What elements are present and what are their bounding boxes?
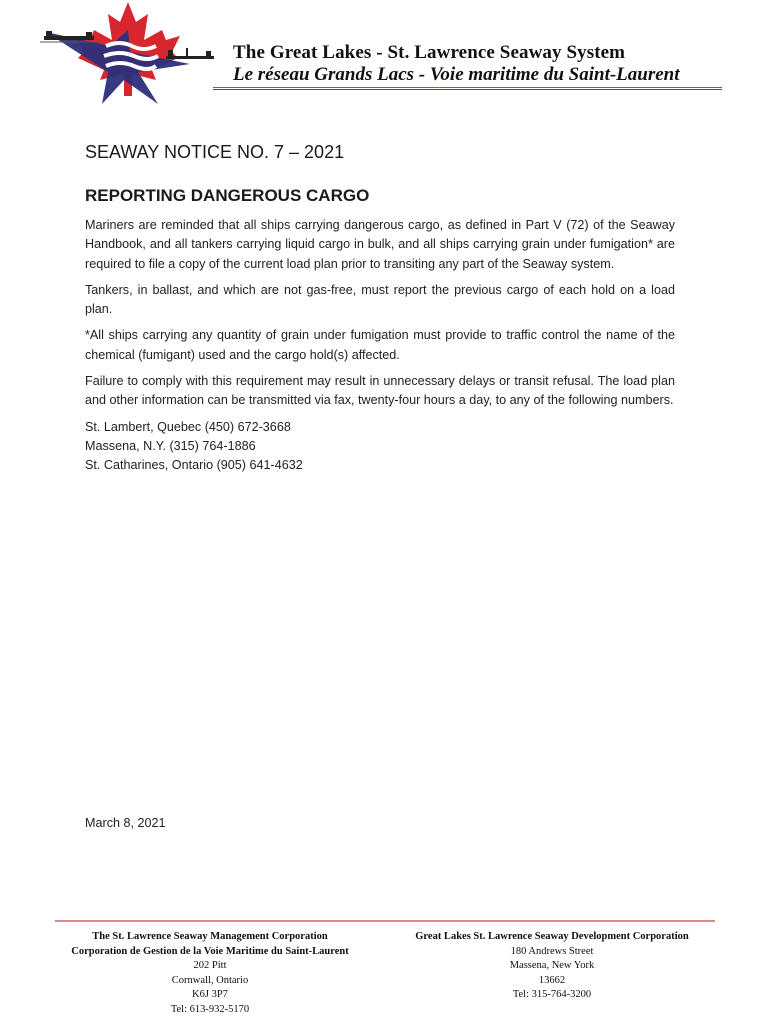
organization-title-en: The Great Lakes - St. Lawrence Seaway System <box>233 42 626 63</box>
contact-list <box>85 418 675 476</box>
letterhead <box>233 42 680 86</box>
footer-postal: K6J 3P7 <box>192 989 228 1000</box>
footer-street: 180 Andrews Street <box>510 945 594 957</box>
paragraph: Mariners are reminded that all ships carrying dangerous cargo, as defined in Part V (72) of the Seaway Handbook, and all tankers carrying liquid cargo in bulk, and all ships carrying grain under fumigation* are required to file a copy of the current load plan prior to transiting any part of the Seaway system. <box>85 218 675 271</box>
notice-body <box>85 216 675 476</box>
notice-number: SEAWAY NOTICE NO. 7 – 2021 <box>85 142 345 162</box>
footer-city: Massena, New York <box>509 960 595 971</box>
footer-address-canada <box>45 930 375 1017</box>
seaway-logo-icon <box>40 0 215 110</box>
footer-phone: Tel: 613-932-5170 <box>170 1003 250 1015</box>
footer-divider <box>55 920 715 922</box>
contact-item: St. Lambert, Quebec (450) 672-3668 <box>85 419 291 434</box>
footer-address-us <box>392 930 712 1003</box>
notice-date: March 8, 2021 <box>85 816 166 830</box>
paragraph: *All ships carrying any quantity of grain under fumigation must provide to traffic control the name of the chemical (fumigant) used and the cargo hold(s) affected. <box>85 328 675 362</box>
footer-street: 202 Pitt <box>193 960 227 971</box>
paragraph: Failure to comply with this requirement may result in unnecessary delays or transit refusal. The load plan and other information can be transmitted via fax, twenty-four hours a day, to any of the following numbers. <box>85 374 675 408</box>
notice-title: REPORTING DANGEROUS CARGO <box>85 186 370 205</box>
footer-city: Cornwall, Ontario <box>171 974 249 986</box>
contact-item: Massena, N.Y. (315) 764-1886 <box>85 438 256 453</box>
paragraph: Tankers, in ballast, and which are not gas-free, must report the previous cargo of each hold on a load plan. <box>85 282 675 317</box>
footer-org-name: The St. Lawrence Seaway Management Corporation <box>92 931 328 942</box>
footer-org-name: Great Lakes St. Lawrence Seaway Development Corporation <box>415 931 689 942</box>
contact-item: St. Catharines, Ontario (905) 641-4632 <box>85 458 303 473</box>
footer-phone: Tel: 315-764-3200 <box>512 989 592 1000</box>
footer-org-name-fr: Corporation de Gestion de la Voie Maritime du Saint-Laurent <box>71 945 349 957</box>
organization-title-fr: Le réseau Grands Lacs - Voie maritime du Saint-Laurent <box>233 64 680 85</box>
footer-postal: 13662 <box>538 974 566 986</box>
header-divider <box>213 87 722 88</box>
header-divider-secondary <box>213 89 722 90</box>
